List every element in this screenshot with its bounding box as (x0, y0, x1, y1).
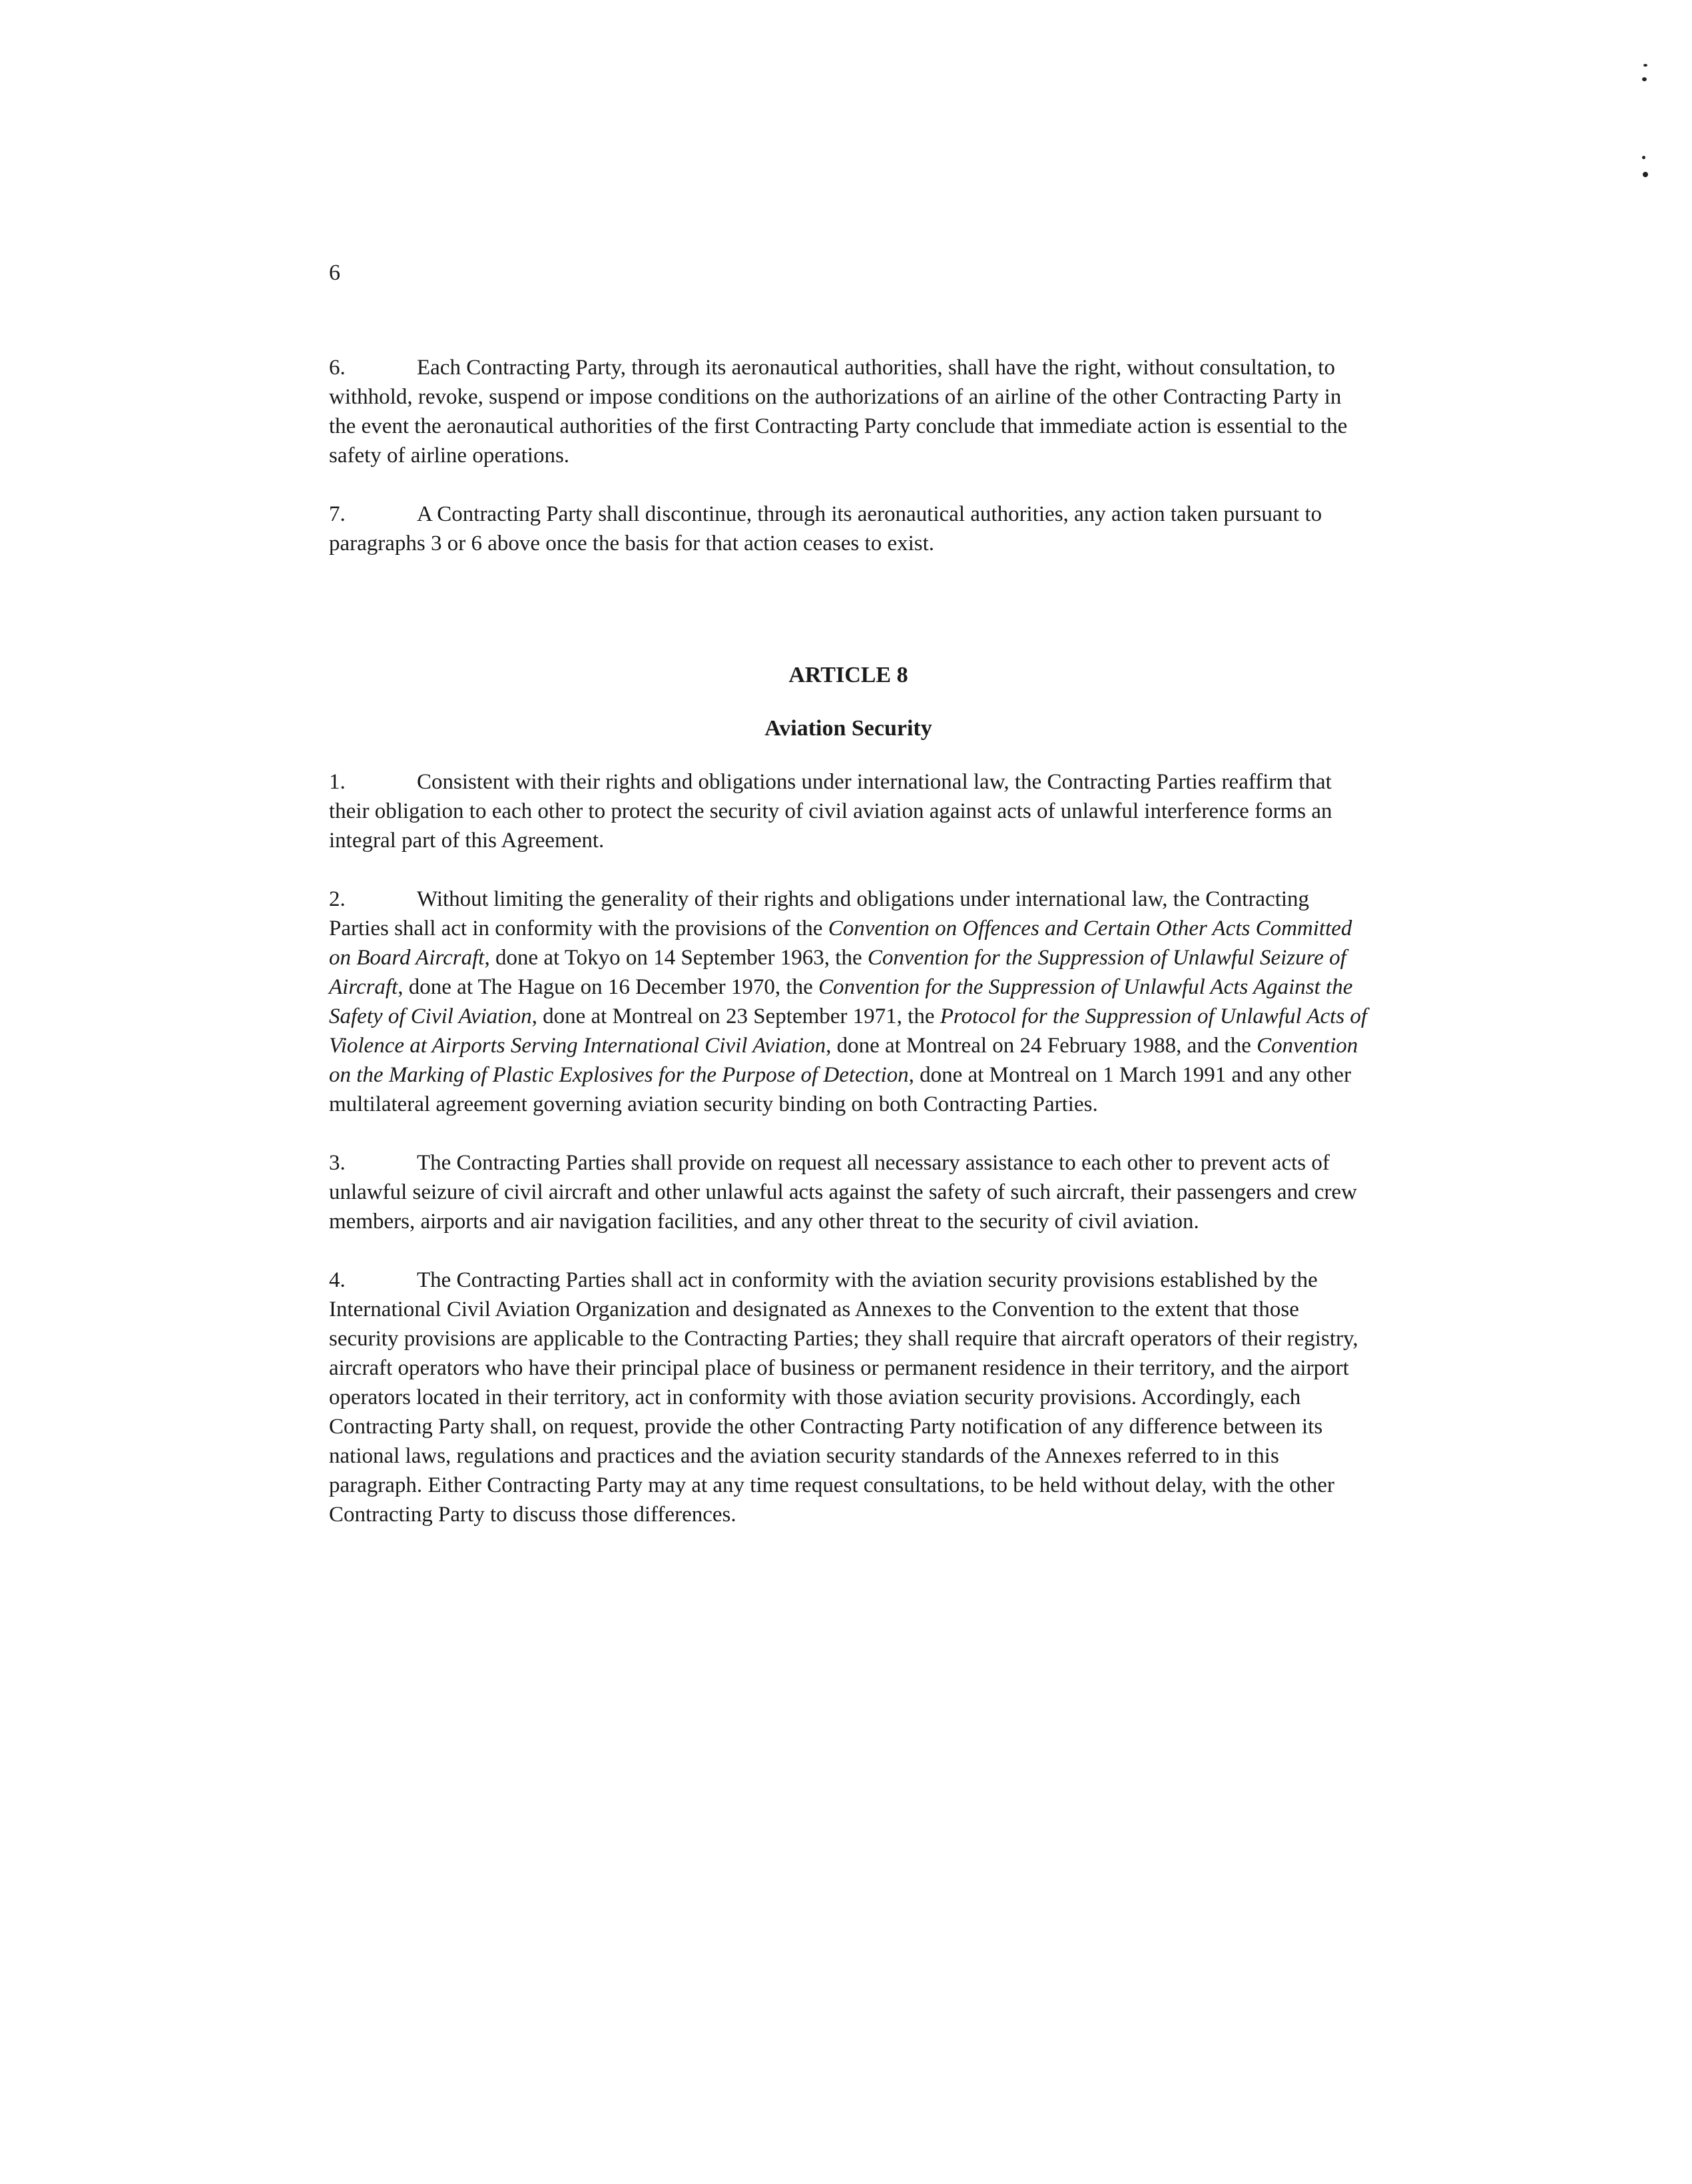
section-spacer (329, 587, 1368, 661)
scan-speck (1642, 156, 1645, 159)
page-number: 6 (329, 260, 340, 285)
scan-speck (1643, 172, 1648, 177)
paragraph-number: 2. (329, 887, 346, 911)
paragraph-number: 6. (329, 356, 346, 380)
paragraph-text: The Contracting Parties shall act in conformity with the aviation security provisions established by the International Civil Aviation Organization and designated as Annexes to the Convention to the extent that those security provisions are applicable to the Contracting Parties; they shall require that aircraft operators of their registry, aircraft operators who have their principal place of business or permanent residence in their territory, and the airport operators located in their territory, act in conformity with those aviation security provisions. Accordingly, each Contracting Party shall, on request, provide the other Contracting Party notification of any difference between its national laws, regulations and practices and the aviation security standards of the Annexes referred to in this paragraph. Either Contracting Party may at any time request consultations, to be held without delay, with the other Contracting Party to discuss those differences. (329, 1268, 1358, 1527)
paragraph-text: , done at Montreal on 1 March 1991 and any other multilateral agreement governing aviation security binding on both Contracting Parties. (329, 1063, 1352, 1116)
paragraph-text: Without limiting the generality of their rights and obligations under international law, the Contracting Parties shall act in conformity with the provisions of the (329, 887, 1310, 940)
paragraph-6 (329, 353, 1368, 470)
paragraph-number: 7. (329, 502, 346, 526)
treaty-title: Convention on the Marking of Plastic Explosives for the Purpose of Detection (329, 1034, 1358, 1087)
article-paragraph-4 (329, 1266, 1368, 1529)
treaty-title: Convention on Offences and Certain Other Acts Committed on Board Aircraft (329, 916, 1352, 970)
article-paragraph-2 (329, 885, 1368, 1119)
paragraph-text: A Contracting Party shall discontinue, through its aeronautical authorities, any action taken pursuant to paragraphs 3 or 6 above once the basis for that action ceases to exist. (329, 502, 1322, 555)
document-body (329, 353, 1368, 1559)
paragraph-text: , done at Montreal on 24 February 1988, and the (826, 1034, 1257, 1058)
article-paragraph-3 (329, 1148, 1368, 1236)
treaty-title: Convention for the Suppression of Unlawful Acts Against the Safety of Civil Aviation (329, 975, 1353, 1028)
treaty-title: Protocol for the Suppression of Unlawful Acts of Violence at Airports Serving International Civil Aviation (329, 1004, 1368, 1058)
paragraph-text: , done at Tokyo on 14 September 1963, the (484, 946, 868, 970)
paragraph-text: Each Contracting Party, through its aeronautical authorities, shall have the right, without consultation, to withhold, revoke, suspend or impose conditions on the authorizations of an airline of the other Contracting Party in the event the aeronautical authorities of the first Contracting Party conclude that immediate action is essential to the safety of airline operations. (329, 356, 1348, 468)
paragraph-number: 3. (329, 1151, 346, 1175)
article-heading: ARTICLE 8 (788, 663, 908, 687)
paragraph-text: , done at The Hague on 16 December 1970, the (398, 975, 818, 999)
paragraph-number: 4. (329, 1268, 346, 1292)
paragraph-7 (329, 500, 1368, 558)
scan-speck (1642, 77, 1647, 81)
treaty-title: Convention for the Suppression of Unlawful Seizure of Aircraft (329, 946, 1346, 999)
scan-speck (1643, 64, 1647, 67)
paragraph-number: 1. (329, 770, 346, 794)
article-paragraph-1 (329, 767, 1368, 855)
paragraph-text: , done at Montreal on 23 September 1971, the (531, 1004, 940, 1028)
paragraph-text: Consistent with their rights and obligations under international law, the Contracting Parties reaffirm that their obligation to each other to protect the security of civil aviation against acts of unlawful interference forms an integral part of this Agreement. (329, 770, 1332, 853)
article-title: Aviation Security (764, 716, 932, 741)
paragraph-text: The Contracting Parties shall provide on request all necessary assistance to each other to prevent acts of unlawful seizure of civil aircraft and other unlawful acts against the safety of such aircraft, their passengers and crew members, airports and air navigation facilities, and any other threat to the security of civil aviation. (329, 1151, 1357, 1234)
